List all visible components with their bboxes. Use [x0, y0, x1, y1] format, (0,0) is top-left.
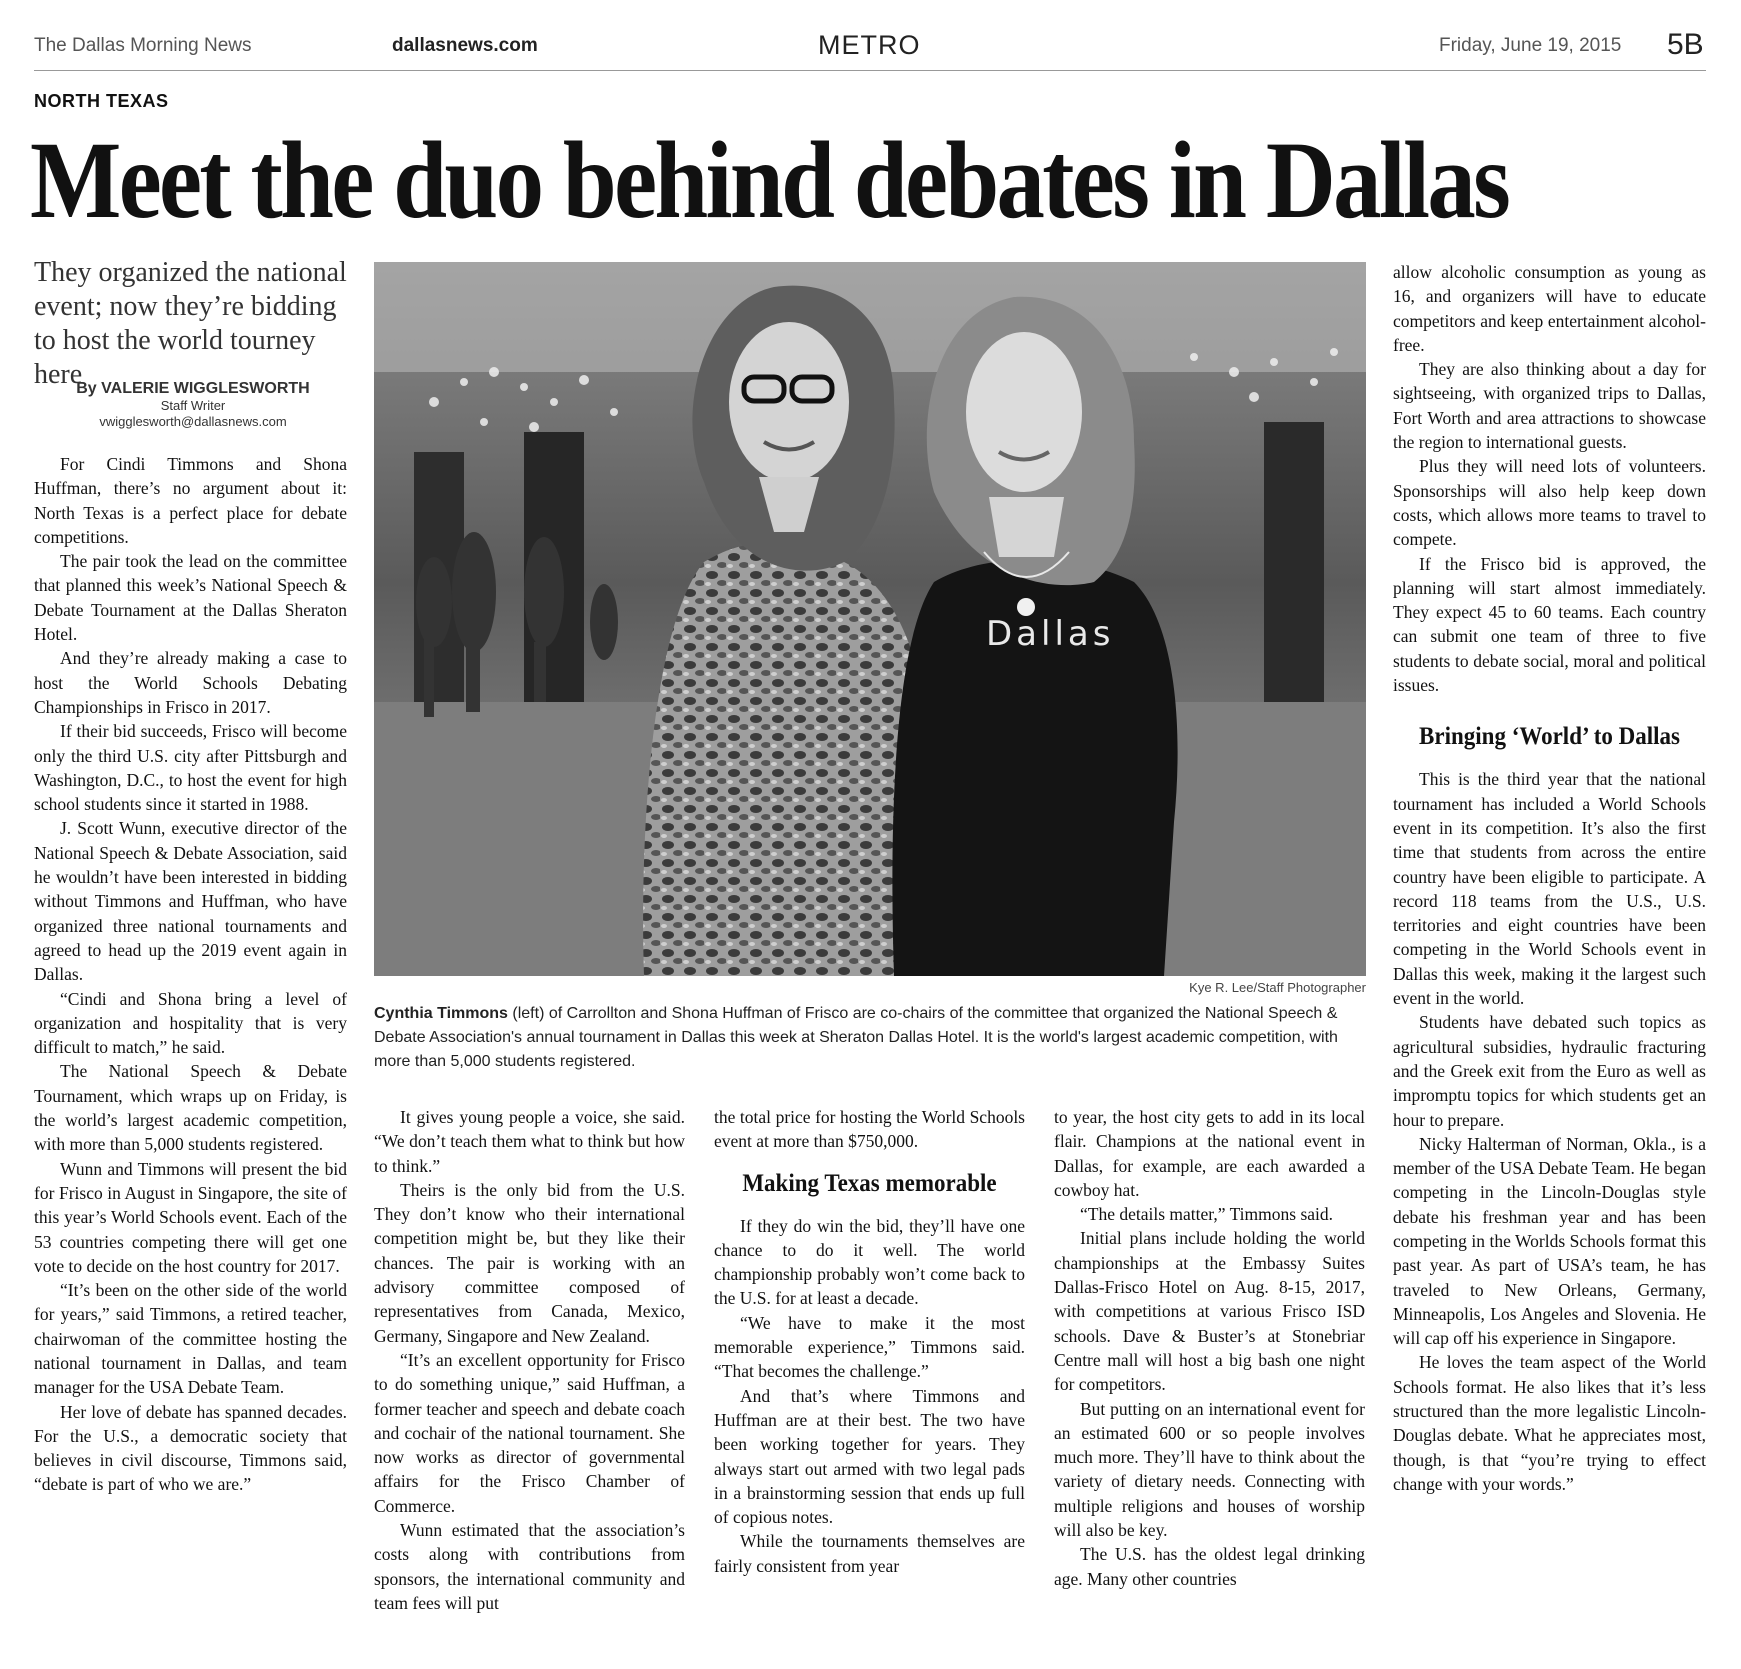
byline-role: Staff Writer	[160, 398, 226, 413]
paragraph: “It’s been on the other side of the world for years,” said Timmons, a retired teacher, chairwoman of the committee hosting the national tournament in Dallas, and team manager for the USA Debate Team.	[34, 1280, 347, 1398]
newspaper-name: The Dallas Morning News	[34, 35, 252, 56]
paragraph: “The details matter,” Timmons said.	[1080, 1204, 1334, 1225]
deck-subheadline: They organized the national event; now they’re bidding to host the world tourney here	[34, 257, 347, 390]
paragraph: If the Frisco bid is approved, the planning will start almost immediately. They expect 45 to 60 teams. Each country can submit one team of three to five students to debate social, moral and political issues.	[1393, 553, 1706, 696]
article-column-5	[1393, 260, 1706, 1496]
article-column-1	[34, 452, 347, 1497]
paragraph: Students have debated such topics as agricultural subsidies, hydraulic fracturing and the Greek exit from the Euro as well as impromptu topics for which students get an hour to prepare.	[1393, 1012, 1706, 1130]
article-column-2	[374, 1105, 685, 1615]
paragraph: The National Speech & Debate Tournament, which wraps up on Friday, is the world’s largest academic competition, with more than 5,000 students registered.	[34, 1061, 347, 1155]
headline: Meet the duo behind debates in Dallas	[30, 119, 1509, 241]
website-link[interactable]: dallasnews.com	[392, 35, 538, 56]
paragraph: And that’s where Timmons and Huffman are at their best. The two have been working together for years. They always start out armed with two legal pads in a brainstorming session that ends up full of copious notes.	[714, 1385, 1025, 1528]
page-number: 5B	[1667, 28, 1704, 61]
paragraph: The pair took the lead on the committee that planned this week’s National Speech & Debate Tournament at the Dallas Sheraton Hotel.	[34, 551, 347, 645]
paragraph: Plus they will need lots of volunteers. Sponsorships will also help keep down costs, which allows more teams to travel to compete.	[1393, 456, 1706, 550]
paragraph: But putting on an international event for an estimated 600 or so people involves much more. They’ll have to think about the variety of dietary needs. Connecting with multiple religions and houses of worship will also be key.	[1054, 1398, 1365, 1541]
paragraph: If they do win the bid, they’ll have one chance to do it well. The world championship probably won’t come back to the U.S. for at least a decade.	[714, 1215, 1025, 1309]
paragraph: If their bid succeeds, Frisco will become only the third U.S. city after Pittsburgh and Washington, D.C., to host the event for high school students since it started in 1988.	[34, 721, 347, 815]
paragraph: “It’s an excellent opportunity for Frisco to do something unique,” said Huffman, a former teacher and speech and debate coach and cochair of the national tournament. She now works as director of governmental affairs for the Frisco Chamber of Commerce.	[374, 1349, 685, 1516]
byline-author: By VALERIE WIGGLESWORTH	[76, 380, 310, 397]
paragraph: Wunn estimated that the association’s costs along with contributions from sponsors, the international community and team fees will put	[374, 1520, 685, 1613]
paragraph-continued: to year, the host city gets to add in its local flair. Champions at the national event in Dallas, for example, are each awarded a cowboy hat.	[1054, 1107, 1365, 1200]
byline-email[interactable]: vwigglesworth@dallasnews.com	[99, 414, 287, 429]
paragraph: Theirs is the only bid from the U.S. They don’t know who their international competition might be, but they like their chances. The pair is working with an advisory committee composed of representatives from Canada, Mexico, Germany, Singapore and New Zealand.	[374, 1179, 685, 1346]
paragraph: He loves the team aspect of the World Schools format. He also likes that it’s less structured than the more legalistic Lincoln-Douglas debate. What he appreciates most, though, is that “you’re trying to effect change with your words.”	[1393, 1352, 1706, 1494]
masthead	[34, 30, 1706, 71]
paragraph-continued: the total price for hosting the World Schools event at more than $750,000.	[714, 1107, 1025, 1152]
shirt-text: Dallas	[986, 614, 1115, 654]
subheading-making-texas-memorable: Making Texas memorable	[742, 1169, 997, 1197]
paragraph-continued: allow alcoholic consumption as young as 16, and organizers will have to educate competitors and keep entertainment alcohol-free.	[1393, 262, 1706, 355]
section-name: METRO	[818, 30, 921, 60]
paragraph: It gives young people a voice, she said. “We don’t teach them what to think but how to think.”	[374, 1107, 685, 1176]
paragraph: They are also thinking about a day for sightseeing, with organized trips to Dallas, Fort Worth and area attractions to showcase the region to international guests.	[1393, 359, 1706, 453]
article-column-4	[1054, 1105, 1365, 1591]
caption-lead: Cynthia Timmons	[374, 1005, 508, 1022]
paragraph: Wunn and Timmons will present the bid for Frisco in August in Singapore, the site of this year’s World Schools event. Each of the 53 countries competing there will get one vote to decide on the host country for 2017.	[34, 1158, 347, 1276]
article-column-3	[714, 1105, 1025, 1578]
caption-text: (left) of Carrollton and Shona Huffman of Frisco are co-chairs of the committee that organized the National Speech & Debate Association's annual tournament in Dallas this week at Sheraton Dallas Hotel. It is the world's largest academic competition, with more than 5,000 students registered.	[374, 1005, 1338, 1070]
paragraph: And they’re already making a case to host the World Schools Debating Championships in Frisco in 2017.	[34, 648, 347, 717]
paragraph: “Cindi and Shona bring a level of organization and hospitality that is very difficult to match,” he said.	[34, 988, 347, 1058]
photo-illustration	[374, 262, 1366, 976]
paragraph: Nicky Halterman of Norman, Okla., is a member of the USA Debate Team. He began competing in the Lincoln-Douglas style debate his freshman year and has been competing in the Worlds Schools format this past year. As part of USA’s team, he has traveled to New Orleans, Germany, Minneapolis, Los Angeles and Slovenia. He will cap off his experience in Singapore.	[1393, 1133, 1706, 1349]
paragraph: The U.S. has the oldest legal drinking age. Many other countries	[1054, 1544, 1365, 1589]
photo-caption	[374, 1002, 1366, 1074]
paragraph: While the tournaments themselves are fairly consistent from year	[714, 1531, 1025, 1576]
paragraph: Her love of debate has spanned decades. For the U.S., a democratic society that believes in civil discourse, Timmons said, “debate is part of who we are.”	[34, 1401, 347, 1495]
paragraph: For Cindi Timmons and Shona Huffman, there’s no argument about it: North Texas is a perfect place for debate competitions.	[34, 454, 347, 547]
paragraph: Initial plans include holding the world championships at the Embassy Suites Dallas-Frisco Hotel on Aug. 8-15, 2017, with competitions at various Frisco ISD schools. Dave & Buster’s at Stonebriar Centre mall will host a big bash one night for competitors.	[1054, 1228, 1365, 1395]
issue-date: Friday, June 19, 2015	[1439, 35, 1622, 56]
kicker: NORTH TEXAS	[34, 91, 169, 111]
subheading-bringing-world-to-dallas: Bringing ‘World’ to Dallas	[1419, 723, 1680, 751]
paragraph: “We have to make it the most memorable experience,” Timmons said. “That becomes the challenge.”	[714, 1312, 1025, 1382]
photo-credit: Kye R. Lee/Staff Photographer	[1189, 980, 1366, 995]
paragraph: This is the third year that the national tournament has included a World Schools event in its competition. It’s also the first time that students from across the entire country have been eligible to participate. A record 118 teams from the U.S., U.S. territories and eight countries have been competing in the World Schools event in Dallas this week, making it the largest such event in the world.	[1393, 769, 1706, 1009]
article-photo	[374, 262, 1366, 976]
byline	[34, 380, 352, 430]
paragraph: J. Scott Wunn, executive director of the National Speech & Debate Association, said he wouldn’t have been interested in bidding without Timmons and Huffman, who have organized three national tournaments and agreed to head up the 2019 event again in Dallas.	[34, 818, 347, 985]
